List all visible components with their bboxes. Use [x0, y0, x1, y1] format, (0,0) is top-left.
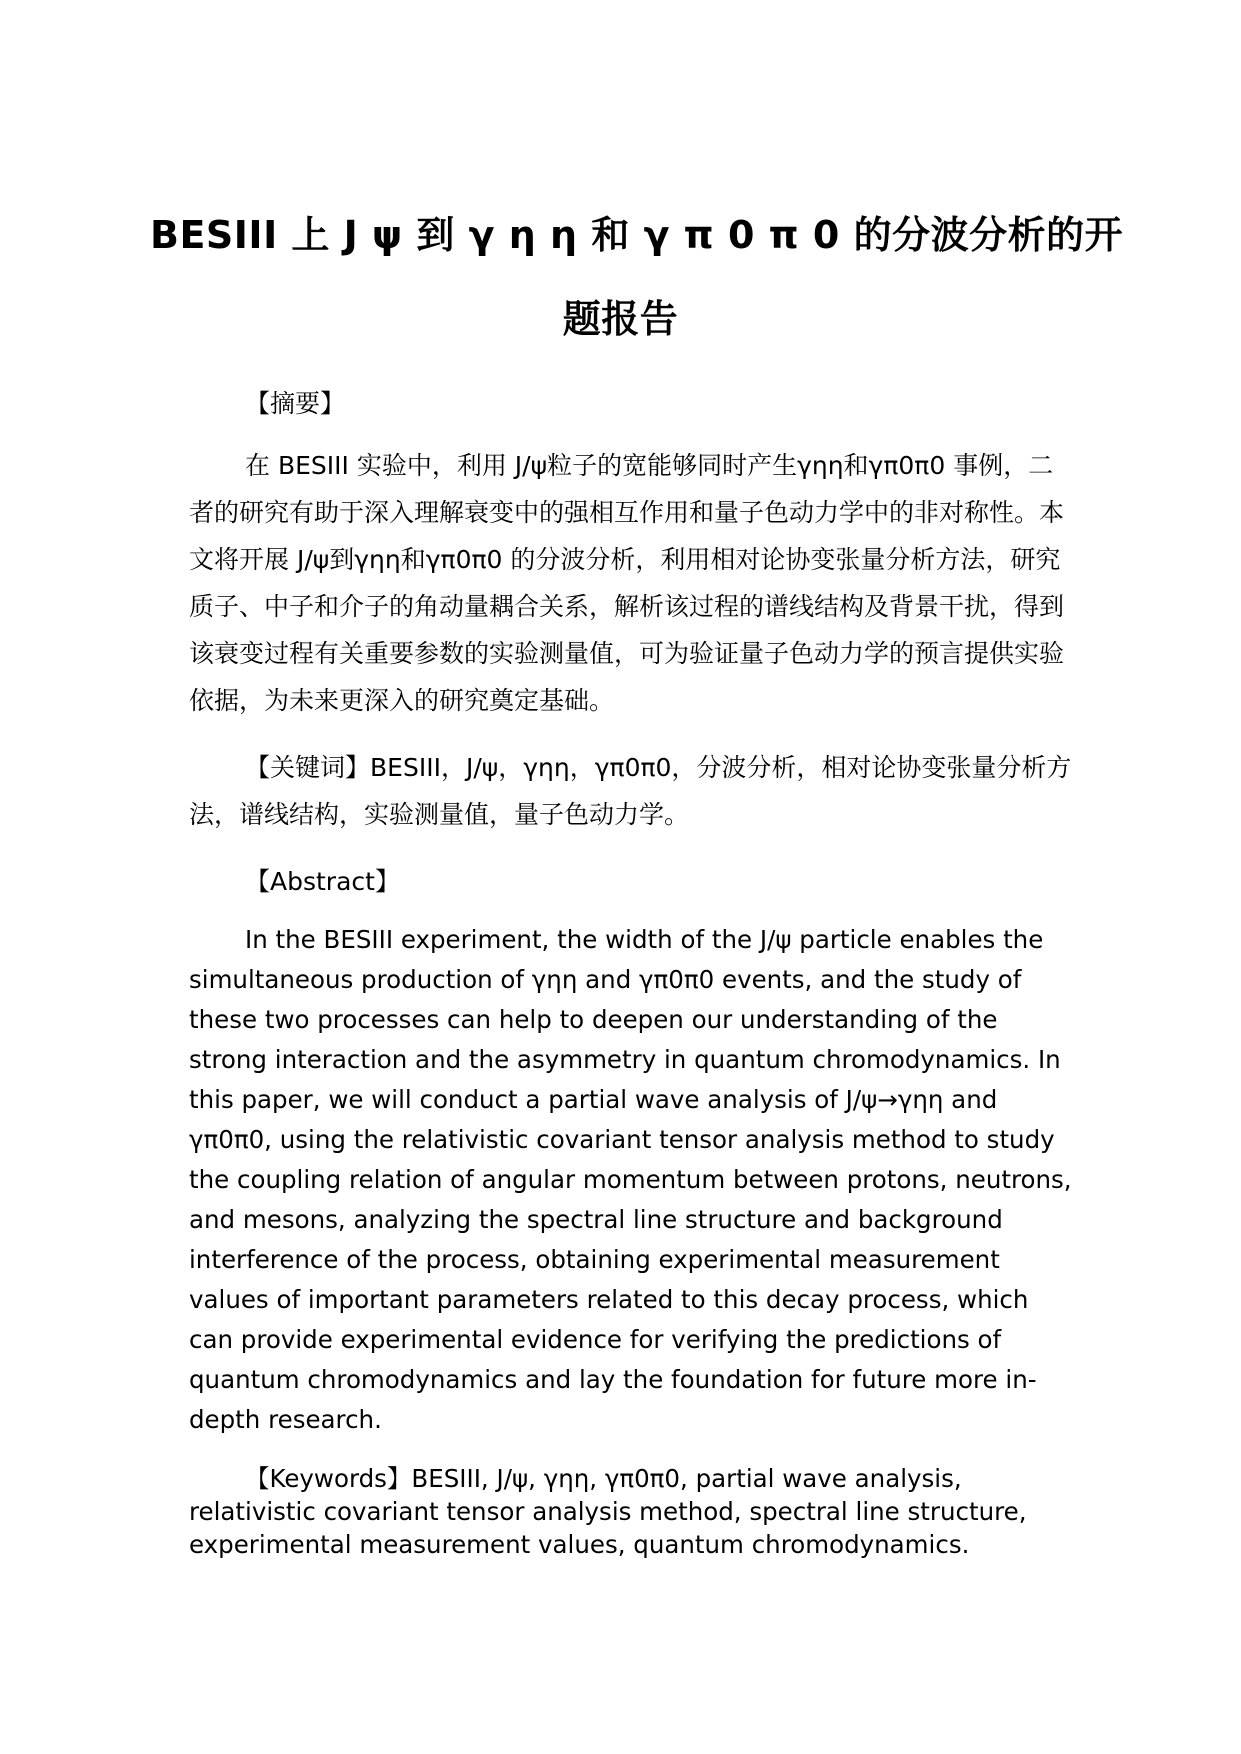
abstract-zh-heading: 【摘要】	[245, 389, 346, 418]
keywords-zh-label: 【关键词】	[245, 753, 371, 782]
keywords-en-label: 【Keywords】	[245, 1464, 412, 1493]
keywords-zh-paragraph	[189, 744, 1074, 838]
paragraph-spacer	[189, 1440, 1074, 1462]
abstract-zh-body: 在 BESIII 实验中，利用 J/ψ粒子的宽能够同时产生γηη和γπ0π0 事例，二者的研究有助于深入理解衰变中的强相互作用和量子色动力学中的非对称性。本文将开展 J/ψ到γηη和γπ0π0 的分波分析，利用相对论协变张量分析方法，研究质子、中子和介子的角动量耦合关系，解析该过程的谱线结构及背景干扰，得到该衰变过程有关重要参数的实验测量值，可为验证量子色动力学的预言提供实验依据，为未来更深入的研究奠定基础。	[189, 451, 1065, 715]
keywords-zh-text: BESIII，J/ψ，γηη，γπ0π0，分波分析，相对论协变张量分析方法，谱线结构，实验测量值，量子色动力学。	[189, 753, 1072, 829]
document-body	[189, 380, 1074, 1561]
abstract-en-heading: 【Abstract】	[245, 867, 400, 896]
keywords-en-text: BESIII, J/ψ, γηη, γπ0π0, partial wave analysis, relativistic covariant tensor analysis method, spectral line structure, experimental measurement values, quantum chromodynamics.	[189, 1464, 1027, 1559]
title-line-1: BESIII 上 J ψ 到 γ η η 和 γ π 0 π 0 的分波分析的开	[150, 213, 1124, 258]
keywords-en-paragraph	[189, 1462, 1074, 1561]
document-title	[150, 193, 1124, 361]
title-line-2: 题报告	[562, 297, 679, 342]
abstract-en-body: In the BESIII experiment, the width of the J/ψ particle enables the simultaneous production of γηη and γπ0π0 events, and the study of these two processes can help to deepen our understanding of the strong interaction and the asymmetry in quantum chromodynamics. In this paper, we will conduct a partial wave analysis of J/ψ→γηη and γπ0π0, using the relativistic covariant tensor analysis method to study the coupling relation of angular momentum between protons, neutrons, and mesons, analyzing the spectral line structure and background interference of the process, obtaining experimental measurement values of important parameters related to this decay process, which can provide experimental evidence for verifying the predictions of quantum chromodynamics and lay the foundation for future more in-depth research.	[189, 925, 1072, 1434]
